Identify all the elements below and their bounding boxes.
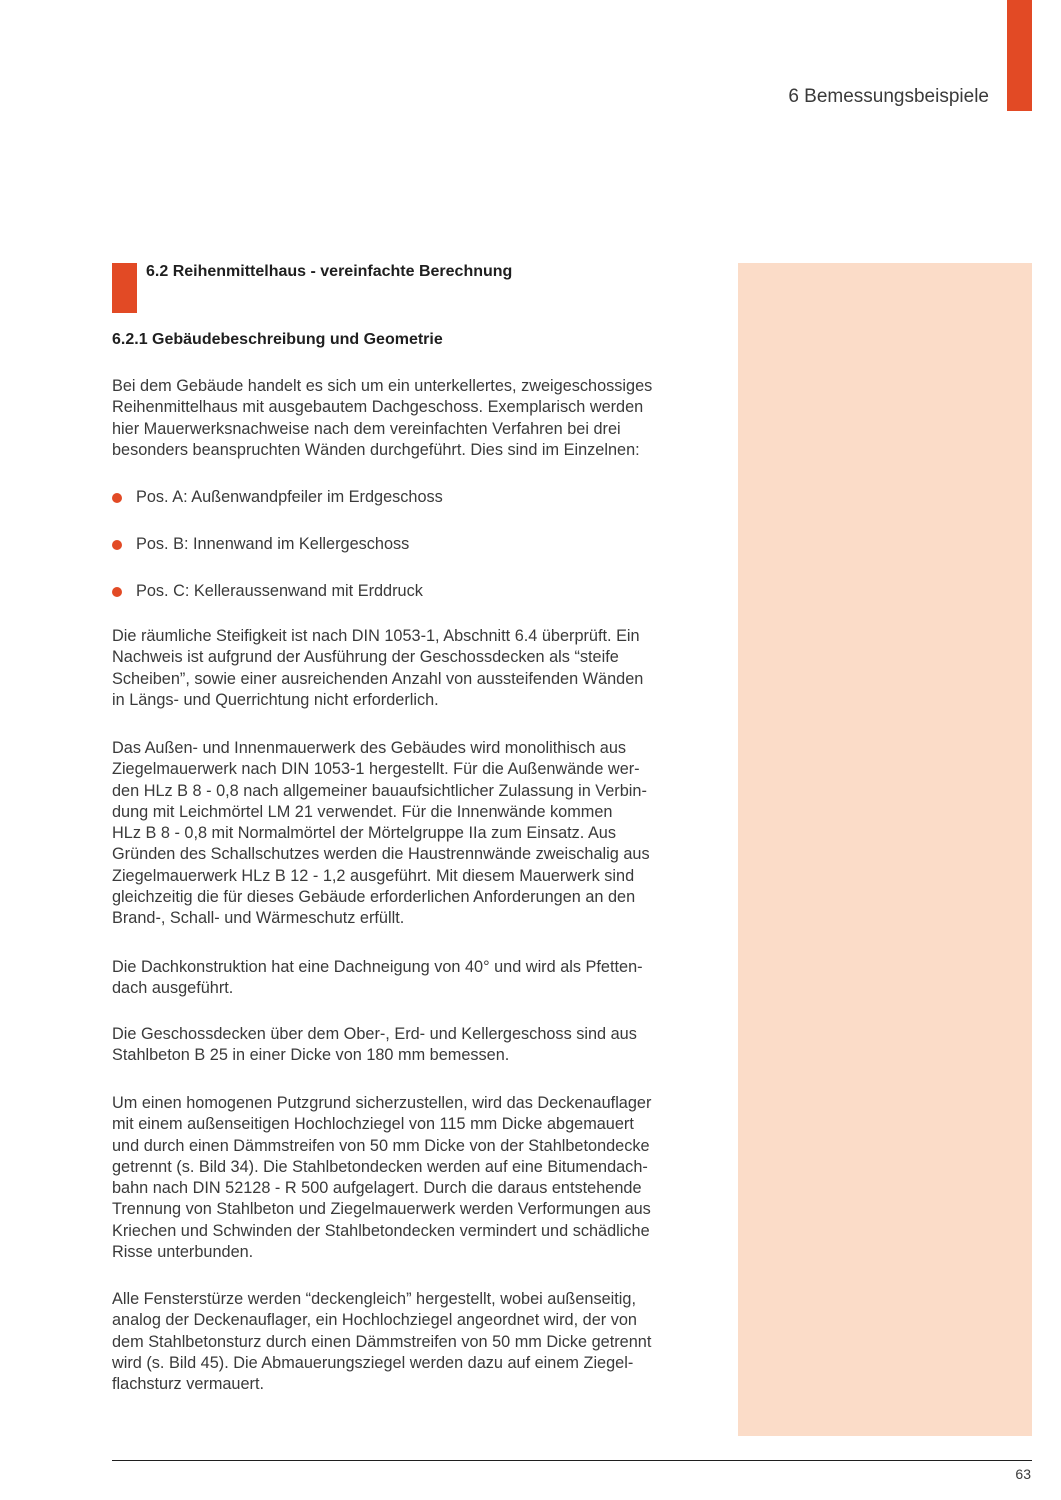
list-item [112, 488, 443, 507]
list-item [112, 582, 423, 601]
margin-side-panel [738, 263, 1032, 1436]
footer-divider [112, 1460, 1032, 1461]
bullet-dot-icon [112, 587, 122, 597]
list-item-label: Pos. A: Außenwandpfeiler im Erdgeschoss [136, 488, 443, 506]
subsection-title: 6.2.1 Gebäudebeschreibung und Geometrie [112, 331, 443, 348]
list-item-label: Pos. B: Innenwand im Kellergeschoss [136, 535, 410, 553]
bullet-dot-icon [112, 540, 122, 550]
intro-paragraph: Bei dem Gebäude handelt es sich um ein unterkellertes, zweigeschossiges Reihenmittelhaus mit ausgebautem Dachgeschoss. Exemplarisch werden hier Mauerwerksnachweise nach dem vereinfachten Verfahren bei drei besonders beanspruchten Wänden durchgeführt. Dies sind im Einzelnen: [112, 377, 653, 459]
page-number: 63 [1015, 1466, 1031, 1482]
paragraph-bearing: Um einen homogenen Putzgrund sicherzustellen, wird das Deckenauflager mit einem außenseitigen Hochlochziegel von 115 mm Dicke abgemauert und durch einen Dämmstreifen von 50 mm Dicke von der Stahlbetondecke getrennt (s. Bild 34). Die Stahlbetondecken werden auf eine Bitumendach- bahn nach DIN 52128 - R 500 aufgelagert. Durch die daraus entstehende Trennung von Stahlbeton und Ziegelmauerwerk werden Verformungen aus Kriechen und Schwinden der Stahlbetondecken vermindert und schädliche Risse unterbunden. [112, 1094, 652, 1262]
paragraph-slabs: Die Geschossdecken über dem Ober-, Erd- und Kellergeschoss sind aus Stahlbeton B 25 in einer Dicke von 180 mm bemessen. [112, 1025, 637, 1065]
section-title: 6.2 Reihenmittelhaus - vereinfachte Berechnung [146, 263, 513, 280]
list-item [112, 535, 409, 554]
bullet-dot-icon [112, 493, 122, 503]
paragraph-roof: Die Dachkonstruktion hat eine Dachneigung von 40° und wird als Pfetten- dach ausgeführt. [112, 958, 643, 998]
chapter-header: 6 Bemessungsbeispiele [788, 86, 989, 107]
section-accent-bar [112, 263, 137, 313]
list-item-label: Pos. C: Kelleraussenwand mit Erddruck [136, 582, 423, 600]
chapter-tab-marker [1007, 0, 1032, 111]
paragraph-stiffness: Die räumliche Steifigkeit ist nach DIN 1053-1, Abschnitt 6.4 überprüft. Ein Nachweis ist aufgrund der Ausführung der Geschossdecken als “steife Scheiben”, sowie einer ausreichenden Anzahl von aussteifenden Wänden in Längs- und Querrichtung nicht erforderlich. [112, 627, 644, 709]
paragraph-lintels: Alle Fensterstürze werden “deckengleich” hergestellt, wobei außenseitig, analog der Deckenauflager, ein Hochlochziegel angeordnet wird, der von dem Stahlbetonsturz durch einen Dämmstreifen von 50 mm Dicke getrennt wird (s. Bild 45). Die Abmauerungsziegel werden dazu auf einem Ziegel- flachsturz vermauert. [112, 1290, 652, 1394]
paragraph-masonry: Das Außen- und Innenmauerwerk des Gebäudes wird monolithisch aus Ziegelmauerwerk nach DIN 1053-1 hergestellt. Für die Außenwände wer- den HLz B 8 - 0,8 nach allgemeiner bauaufsichtlicher Zulassung in Verbin- dung mit Leichmörtel LM 21 verwendet. Für die Innenwände kommen HLz B 8 - 0,8 mit Normalmörtel der Mörtelgruppe IIa zum Einsatz. Aus Gründen des Schallschutzes werden die Haustrennwände zweischalig aus Ziegelmauerwerk HLz B 12 - 1,2 ausgeführt. Mit diesem Mauerwerk sind gleichzeitig die für dieses Gebäude erforderlichen Anforderungen an den Brand-, Schall- und Wärmeschutz erfüllt. [112, 739, 650, 928]
